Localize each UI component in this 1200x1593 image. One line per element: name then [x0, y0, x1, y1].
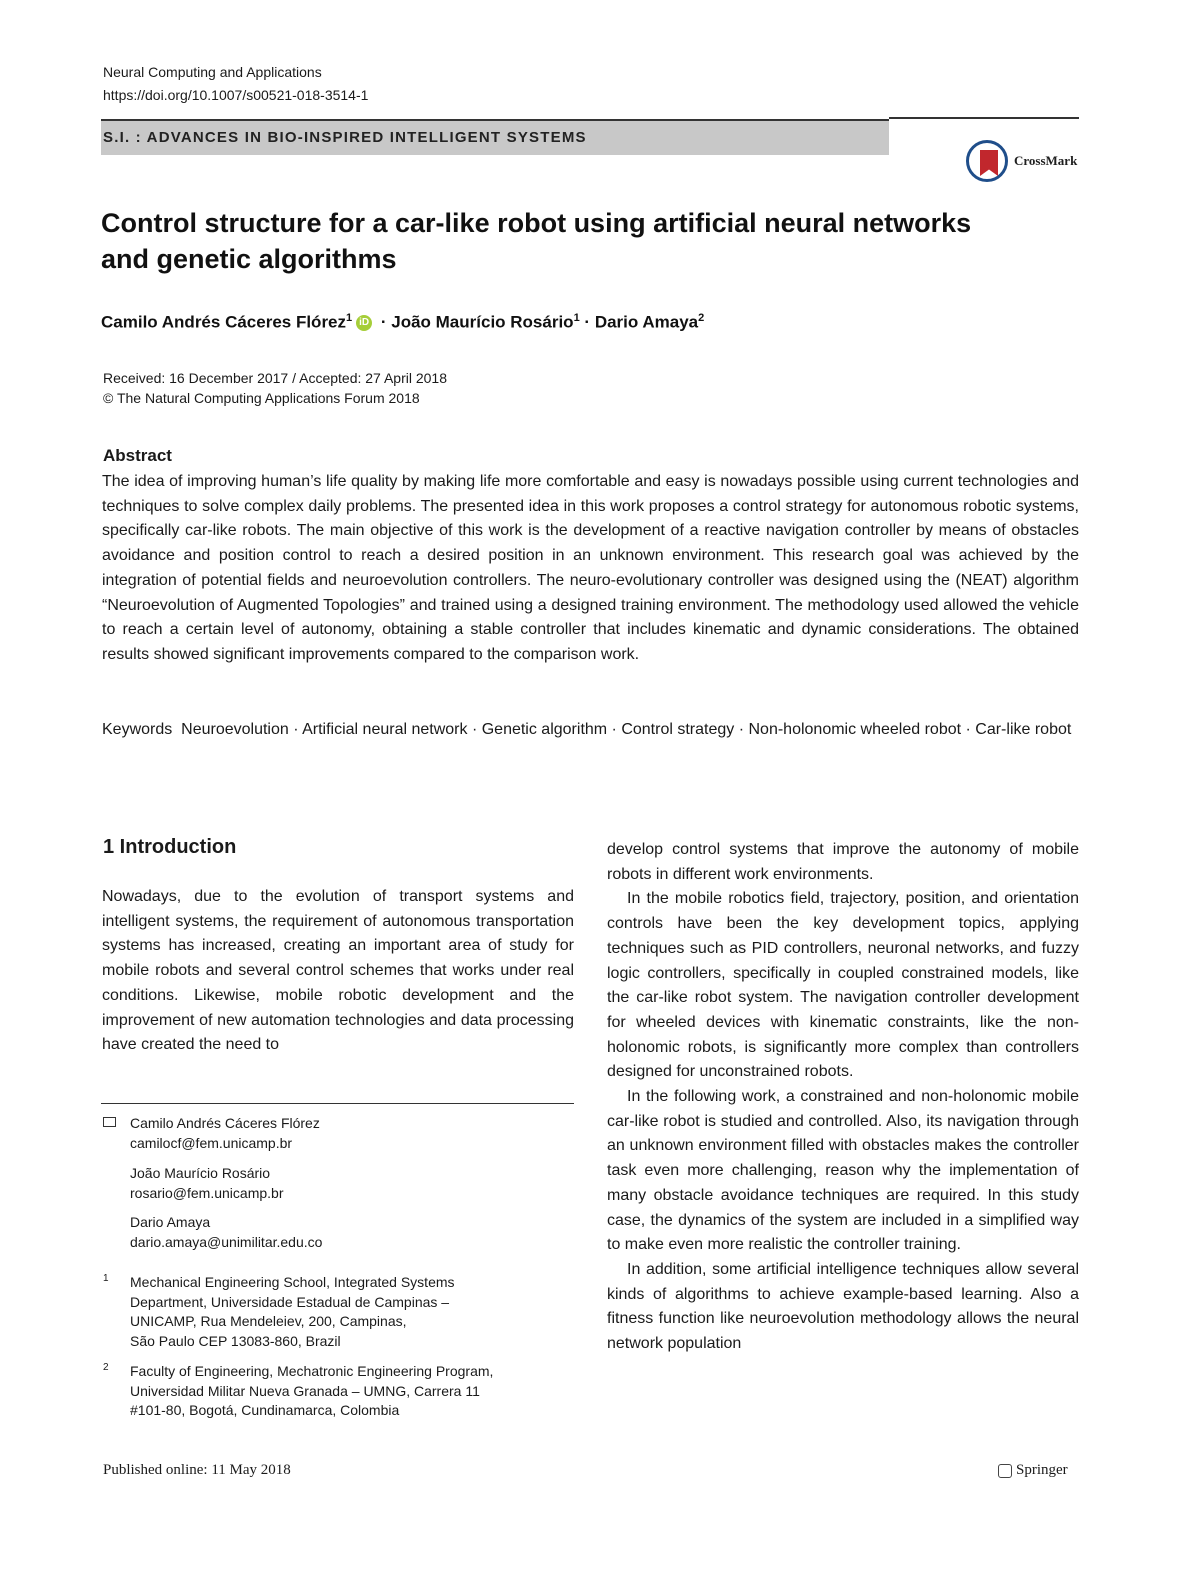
springer-horse-icon	[998, 1464, 1012, 1478]
author-separator: ·	[579, 312, 595, 332]
affiliation-line: São Paulo CEP 13083-860, Brazil	[130, 1332, 341, 1349]
author-name: Camilo Andrés Cáceres Flórez	[101, 312, 347, 332]
received-dates: Received: 16 December 2017 / Accepted: 27 April 2018	[103, 370, 447, 386]
article-title	[101, 205, 1081, 277]
crossmark-label: CrossMark	[1014, 153, 1078, 168]
affiliation-text	[130, 1273, 560, 1351]
contact-name: Camilo Andrés Cáceres Flórez	[130, 1115, 320, 1131]
paragraph: In the following work, a constrained and non-holonomic mobile car-like robot is studied and controlled. Also, its navigation through an unknown environment filled with obstacles makes the controller task even more challenging, reason why the implementation of many obstacle avoidance techniques are required. In this study case, the dynamics of the system are included in a simplified way to make even more realistic the controller training.	[607, 1088, 1079, 1254]
section-heading-introduction: 1 Introduction	[103, 836, 237, 858]
affiliation-number: 2	[103, 1362, 109, 1373]
contact-name: Dario Amaya	[130, 1214, 211, 1230]
copyright-line: © The Natural Computing Applications Forum 2018	[103, 390, 420, 406]
affiliation-line: UNICAMP, Rua Mendeleiev, 200, Campinas,	[130, 1313, 407, 1329]
keywords-text: Neuroevolution · Artificial neural network · Genetic algorithm · Control strategy · Non-holonomic wheeled robot · Car-like robot	[181, 721, 1072, 738]
section-rule	[889, 117, 1079, 119]
contact-email[interactable]: rosario@fem.unicamp.br	[130, 1185, 284, 1201]
paragraph: In addition, some artificial intelligence techniques allow several kinds of algorithms to achieve example-based learning. Also a fitness function like neuroevolution methodology allows the neural network population	[607, 1260, 1079, 1353]
affiliation-line: Department, Universidade Estadual de Campinas –	[130, 1293, 450, 1310]
affiliation-number: 1	[103, 1273, 109, 1284]
paragraph: develop control systems that improve the autonomy of mobile robots in different work environments.	[607, 841, 1079, 883]
author-affiliation-mark: 2	[698, 312, 705, 324]
contact	[130, 1212, 570, 1252]
published-date: Published online: 11 May 2018	[103, 1462, 291, 1478]
correspondence-block	[103, 1113, 573, 1263]
affiliation-text	[130, 1362, 560, 1421]
affiliation	[103, 1362, 573, 1422]
affiliation	[103, 1273, 573, 1353]
contact	[130, 1163, 570, 1203]
contact-email[interactable]: dario.amaya@unimilitar.edu.co	[130, 1234, 323, 1250]
publisher-name: Springer	[1016, 1462, 1068, 1478]
footnote-rule	[101, 1103, 574, 1104]
publisher-logo	[998, 1462, 1068, 1479]
title-line-1: Control structure for a car-like robot using artificial neural networks	[101, 208, 972, 238]
affiliation-line: Mechanical Engineering School, Integrated Systems	[130, 1274, 455, 1290]
keywords-label: Keywords	[102, 721, 173, 738]
author-name: Dario Amaya	[594, 312, 699, 332]
contact-name: João Maurício Rosário	[130, 1165, 271, 1181]
section-banner	[101, 119, 889, 155]
affiliation-line: Faculty of Engineering, Mechatronic Engineering Program,	[130, 1363, 494, 1379]
journal-name: Neural Computing and Applications	[103, 64, 322, 80]
title-line-2: and genetic algorithms	[101, 244, 397, 274]
envelope-icon	[103, 1117, 116, 1127]
contact-email[interactable]: camilocf@fem.unicamp.br	[130, 1135, 293, 1151]
orcid-icon[interactable]: iD	[356, 315, 372, 331]
crossmark-icon	[966, 140, 1008, 182]
paragraph: Nowadays, due to the evolution of transport systems and intelligent systems, the requirement of autonomous transportation systems has increased, creating an important area of study for mobile robots and several control schemes that works under real conditions. Likewise, mobile robotic development and the improvement of new automation technologies and data processing have created the need to	[102, 888, 574, 1054]
left-column	[102, 885, 574, 1058]
author-affiliation-mark: 1	[346, 312, 353, 324]
abstract-text: The idea of improving human’s life quality by making life more comfortable and easy is nowadays possible using current technologies and techniques to solve complex daily problems. The presented idea in this work proposes a control strategy for autonomous robotic systems, specifically car-like robots. The main objective of this work is the development of a reactive navigation controller by means of obstacles avoidance and position control to reach a desired position in an unknown environment. This research goal was achieved by the integration of potential fields and neuroevolution controllers. The neuro-evolutionary controller was designed using the (NEAT) algorithm “Neuroevolution of Augmented Topologies” and trained using a designed training environment. The methodology used allowed the vehicle to reach a certain level of autonomy, obtaining a stable controller that includes kinematic and dynamic considerations. The obtained results showed significant improvements compared to the comparison work.	[102, 473, 1079, 663]
author-affiliation-mark: 1	[573, 312, 580, 324]
author-list	[101, 312, 704, 333]
keywords	[102, 717, 1079, 742]
affiliation-line: #101-80, Bogotá, Cundinamarca, Colombia	[130, 1402, 400, 1418]
section-label: S.I. : ADVANCES IN BIO-INSPIRED INTELLIGENT SYSTEMS	[103, 129, 587, 146]
author-separator: ·	[376, 312, 392, 332]
affiliation-line: Universidad Militar Nueva Granada – UMNG, Carrera 11	[130, 1382, 480, 1399]
crossmark-badge[interactable]	[966, 140, 1082, 186]
contact	[130, 1113, 570, 1153]
author-name: João Maurício Rosário	[391, 312, 574, 332]
doi-link[interactable]: https://doi.org/10.1007/s00521-018-3514-1	[103, 87, 369, 103]
abstract-heading: Abstract	[103, 446, 172, 465]
right-column	[607, 838, 1079, 1357]
paragraph: In the mobile robotics field, trajectory, position, and orientation controls have been the key development topics, applying techniques such as PID controllers, neuronal networks, and fuzzy logic controllers, specifically in coupled constrained models, like the car-like robot system. The navigation controller development for wheeled devices with kinematic constraints, like the non-holonomic robots, is significantly more complex than controllers designed for unconstrained robots.	[607, 890, 1079, 1081]
